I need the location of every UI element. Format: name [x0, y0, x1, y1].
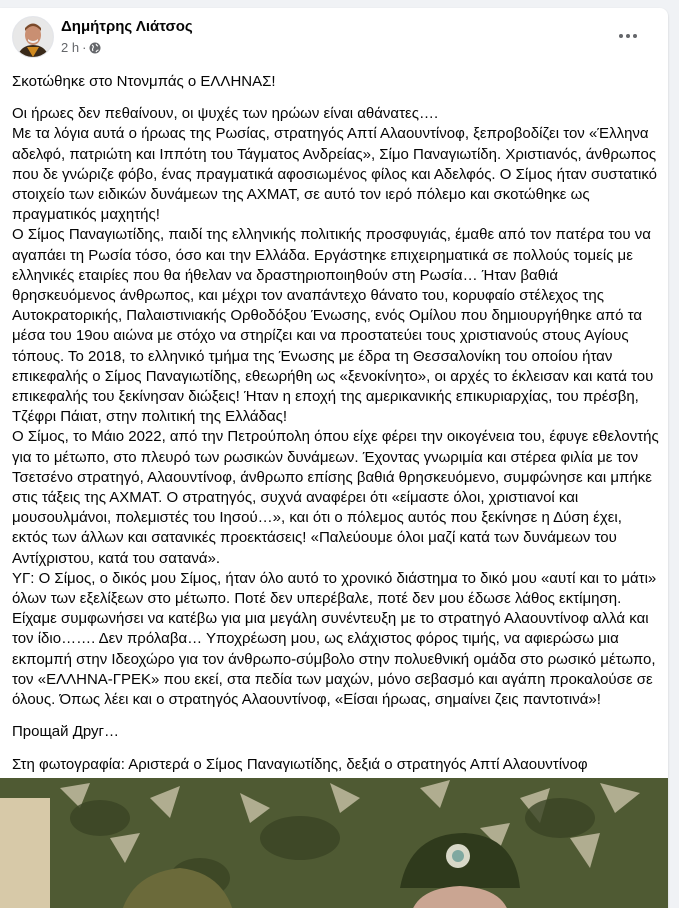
globe-icon	[89, 42, 101, 54]
post-paragraph: Ο Σίμος, το Μάιο 2022, από την Πετρούπολη όπου είχε φέρει την οικογένεια του, έφυγε εθελοντής για το μέτωπο, στο πλευρό των ρωσικών δυνάμεων. Έχοντας γνωριμία και στέρεα φιλία με τον Τσετσένο στρατηγό, Αλαουντίνοφ, άνθρωπο επίσης βαθιά θρησκευόμενο, συμφώνησε και μπήκε στις τάξεις της ΑΧΜΑΤ. Ο στρατηγός, συχνά αναφέρει ότι «είμαστε όλοι, χριστιανοί και μουσουλμάνοι, πολεμιστές του Ιησού…», και ότι ο πόλεμος αυτός που ξεκίνησε η Δύση έχει, εκτός των άλλων και σατανικές προεκτάσεις! «Παλεύουμε όλοι μαζί κατά των δυνάμεων του Αντίχριστου, κατά του σατανά».	[12, 428, 659, 567]
more-options-button[interactable]	[616, 26, 640, 46]
post-paragraph: ΥΓ: Ο Σίμος, ο δικός μου Σίμος, ήταν όλο αυτό το χρονικό διάστημα το δικό μου «αυτί και το μάτι» όλων των εξελίξεων στο μέτωπο. Ποτέ δεν υπερέβαλε, ποτέ δεν μου έδωσε λάθος εκτίμηση. Είχαμε συμφωνήσει να κατέβω για μια μεγάλη συνέντευξη με το στρατηγό Αλαουντίνοφ αλλά και τον ίδιο……. Δεν πρόλαβα… Υποχρέωση μου, ως ελάχιστος φόρος τιμής, να αφιερώσω μια εκπομπή στην Ιδεοχώρο για τον άνθρωπο-σύμβολο στην πολυεθνική ομάδα στο ρωσικό μέτωπο, τον «ΕΛΛΗΝΑ-ΓΡΕΚ» που εκεί, στα πεδία των μαχών, μόνο σεβασμό και αγάπη προκαλούσε σε όλους. Όπως λέει και ο στρατηγός Αλαουντίνοφ, «Είσαι ήρωας, σημαίνει ζεις παντοτινά»!	[12, 569, 657, 709]
post-time[interactable]: 2 h	[61, 40, 80, 55]
post-body	[12, 60, 660, 775]
post-headline: Σκοτώθηκε στο Ντονμπάς ο ΕΛΛΗΝΑΣ!	[12, 73, 276, 90]
photo-image	[0, 778, 668, 908]
post-farewell: Прощай Друг…	[12, 723, 119, 741]
avatar-photo	[13, 17, 53, 57]
meta-separator: ·	[82, 40, 87, 55]
post-meta	[61, 40, 101, 55]
post-photo[interactable]	[0, 778, 668, 908]
post-card	[0, 8, 668, 908]
post-paragraph: Με τα λόγια αυτά ο ήρωας της Ρωσίας, στρατηγός Απτί Αλαουντίνοφ, ξεπροβοδίζει τον «Έλληνα αδελφό, πατριώτη και Ιππότη του Τάγματος Ανδρείας», Σίμο Παναγιωτίδη. Χριστιανός, άνθρωπος που δε γνώριζε φόβο, ένας πραγματικά αφοσιωμένος φίλος και Αδελφός. Ο Σίμος ήταν συστατικό στοιχείο των ειδικών δυνάμεων της ΑΧΜΑΤ, σε αυτό τον ιερό πόλεμο και σκοτώθηκε ως πραγματικός μαχητής!	[12, 125, 657, 224]
post-header	[12, 16, 656, 60]
post-paragraph: Ο Σίμος Παναγιωτίδης, παιδί της ελληνικής πολιτικής προσφυγιάς, έμαθε από τον πατέρα του να αγαπάει τη Ρωσία τόσο, όσο και την Ελλάδα. Εργάστηκε επιχειρηματικά σε πολλούς τομείς με ελληνικές εταιρίες που θα ήθελαν να δραστηριοποιηθούν στη Ρωσία… Ήταν βαθιά θρησκευόμενος άνθρωπος, και μέχρι τον αναπάντεχο θάνατο του, κορυφαίο στέλεχος της Αυτοκρατορικής, Παλαιστινιακής Ορθοδόξου Ένωσης, ενός Ομίλου που δημιουργήθηκε από τα μέσα του 19ου αιώνα με στόχο να στηρίζει και να προστατεύει τους χριστιανούς στους Αγίους τόπους. Το 2018, το ελληνικό τμήμα της Ένωσης με έδρα τη Θεσσαλονίκη του οποίου ήταν επικεφαλής ο Σίμος Παναγιωτίδης, εθεωρήθη ως «ξενοκίνητο», οι αρχές το έκλεισαν και κατά του επικεφαλής του ξεκίνησαν διώξεις! Ήταν η εποχή της αμερικανικής επικυριαρχίας, του πρέσβη, Τζέφρι Πάιατ, στην πολιτική της Ελλάδας!	[12, 226, 654, 426]
more-options-icon	[619, 34, 623, 38]
author-name[interactable]: Δημήτρης Λιάτσος	[61, 18, 193, 35]
author-avatar[interactable]	[12, 16, 54, 58]
post-paragraph: Οι ήρωες δεν πεθαίνουν, οι ψυχές των ηρώων είναι αθάνατες….	[12, 105, 439, 123]
photo-caption: Στη φωτογραφία: Αριστερά ο Σίμος Παναγιωτίδης, δεξιά ο στρατηγός Απτί Αλαουντίνοφ	[12, 755, 588, 773]
